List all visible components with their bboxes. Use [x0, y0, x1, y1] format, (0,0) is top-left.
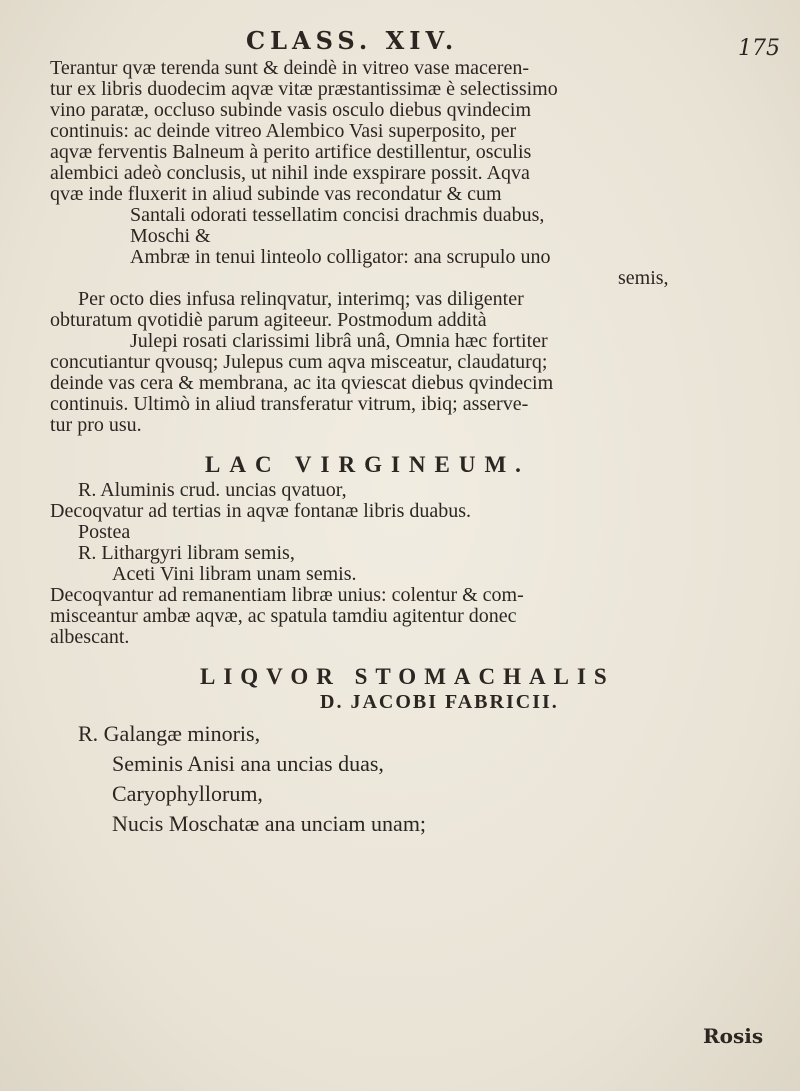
running-head: CLASS. XIV.	[246, 26, 459, 55]
text-line: tur ex libris duodecim aqvæ vitæ præstantissimæ è selectissimo	[50, 78, 558, 100]
text-line: Moschi &	[130, 225, 211, 247]
text-line: misceantur ambæ aqvæ, ac spatula tamdiu agitentur donec	[50, 605, 517, 627]
text-line: R. Aluminis crud. uncias qvatuor,	[78, 479, 347, 501]
text-line: Aceti Vini libram unam semis.	[112, 563, 357, 585]
text-line: albescant.	[50, 626, 130, 648]
text-line: vino paratæ, occluso subinde vasis osculo diebus qvindecim	[50, 99, 532, 121]
text-line: Nucis Moschatæ ana unciam unam;	[112, 811, 427, 836]
text-line: Santali odorati tessellatim concisi drachmis duabus,	[130, 204, 545, 226]
section-title: LIQVOR STOMACHALIS	[200, 664, 615, 689]
text-line: tur pro usu.	[50, 414, 142, 436]
body-text	[50, 58, 770, 839]
text-line: continuis: ac deinde vitreo Alembico Vasi superposito, per	[50, 120, 517, 142]
section-subtitle: D. JACOBI FABRICII.	[320, 691, 559, 713]
text-line: Terantur qvæ terenda sunt & deindè in vitreo vase maceren-	[50, 57, 529, 79]
text-line: Postea	[78, 521, 131, 543]
text-line: Per octo dies infusa relinqvatur, interimq; vas diligenter	[78, 288, 524, 310]
text-line: concutiantur qvousq; Julepus cum aqva misceatur, claudaturq;	[50, 351, 548, 373]
section-title: LAC VIRGINEUM.	[205, 452, 530, 477]
text-line: qvæ inde fluxerit in aliud subinde vas recondatur & cum	[50, 183, 502, 205]
text-line: Ambræ in tenui linteolo colligator: ana scrupulo uno	[130, 246, 551, 268]
text-line: Caryophyllorum,	[112, 781, 263, 806]
text-line: Decoqvantur ad remanentiam libræ unius: colentur & com-	[50, 584, 524, 606]
text-line: aqvæ ferventis Balneum à perito artifice destillentur, osculis	[50, 141, 532, 163]
text-line: Julepi rosati clarissimi librâ unâ, Omnia hæc fortiter	[130, 330, 548, 352]
text-line: alembici adeò conclusis, ut nihil inde exspirare possit. Aqva	[50, 162, 530, 184]
text-line: obturatum qvotidiè parum agiteeur. Postmodum addità	[50, 309, 487, 331]
text-line: semis,	[618, 267, 669, 289]
page-number: 175	[738, 36, 780, 61]
text-line: R. Lithargyri libram semis,	[78, 542, 295, 564]
text-line: Seminis Anisi ana uncias duas,	[112, 751, 384, 776]
catchword: Rosis	[703, 1024, 764, 1048]
text-line: R. Galangæ minoris,	[78, 721, 261, 746]
text-line: deinde vas cera & membrana, ac ita qviescat diebus qvindecim	[50, 372, 554, 394]
text-line: Decoqvatur ad tertias in aqvæ fontanæ libris duabus.	[50, 500, 472, 522]
text-line: continuis. Ultimò in aliud transferatur vitrum, ibiq; asserve-	[50, 393, 529, 415]
